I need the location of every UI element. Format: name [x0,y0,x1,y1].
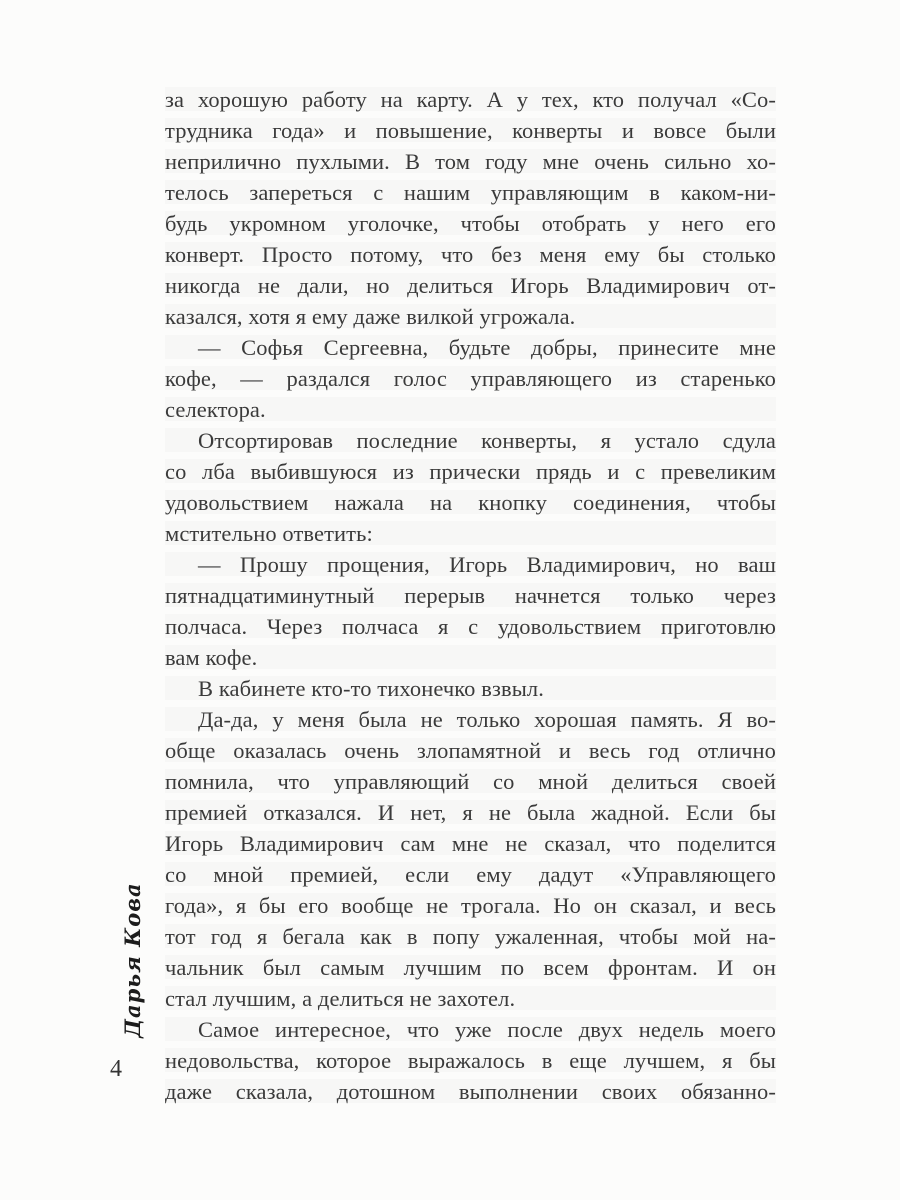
text-line: года», я бы его вообще не трогала. Но он сказал, и весь [165,890,776,921]
text-line: В кабинете кто-то тихонечко взвыл. [165,673,776,704]
text-line: будь укромном уголочке, чтобы отобрать у него его [165,208,776,239]
paragraph [165,1014,776,1107]
author-signature: Дарья Кова [120,882,145,1038]
paragraph [165,332,776,425]
paragraph [165,549,776,673]
text-line: помнила, что управляющий со мной делиться своей [165,766,776,797]
text-line: селектора. [165,394,776,425]
text-line: Да-да, у меня была не только хорошая память. Я во- [165,704,776,735]
text-line: мстительно ответить: [165,518,776,549]
text-line: никогда не дали, но делиться Игорь Владимирович от- [165,270,776,301]
text-line: тот год я бегала как в попу ужаленная, чтобы мой на- [165,921,776,952]
text-line: телось запереться с нашим управляющим в каком-ни- [165,177,776,208]
text-line: казался, хотя я ему даже вилкой угрожала. [165,301,776,332]
text-line: обще оказалась очень злопамятной и весь год отлично [165,735,776,766]
text-line: кофе, — раздался голос управляющего из старенько [165,363,776,394]
text-line: чальник был самым лучшим по всем фронтам. И он [165,952,776,983]
paragraph [165,84,776,332]
text-line: за хорошую работу на карту. А у тех, кто получал «Со- [165,84,776,115]
paragraph [165,673,776,704]
text-line: стал лучшим, а делиться не захотел. [165,983,776,1014]
text-line: Самое интересное, что уже после двух недель моего [165,1014,776,1045]
text-line: полчаса. Через полчаса я с удовольствием приготовлю [165,611,776,642]
page-text [165,84,776,1107]
paragraph [165,425,776,549]
paragraph [165,704,776,1014]
text-line: — Софья Сергеевна, будьте добры, принесите мне [165,332,776,363]
text-line: Игорь Владимирович сам мне не сказал, что поделится [165,828,776,859]
text-line: конверт. Просто потому, что без меня ему бы столько [165,239,776,270]
text-line: пятнадцатиминутный перерыв начнется только через [165,580,776,611]
text-line: даже сказала, дотошном выполнении своих обязанно- [165,1076,776,1107]
text-line: премией отказался. И нет, я не была жадной. Если бы [165,797,776,828]
page-number: 4 [110,1056,122,1082]
text-line: удовольствием нажала на кнопку соединения, чтобы [165,487,776,518]
text-line: — Прошу прощения, Игорь Владимирович, но ваш [165,549,776,580]
text-line: трудника года» и повышение, конверты и вовсе были [165,115,776,146]
text-line: недовольства, которое выражалось в еще лучшем, я бы [165,1045,776,1076]
text-line: вам кофе. [165,642,776,673]
text-line: Отсортировав последние конверты, я устало сдула [165,425,776,456]
text-line: со лба выбившуюся из прически прядь и с превеликим [165,456,776,487]
text-line: неприлично пухлыми. В том году мне очень сильно хо- [165,146,776,177]
text-line: со мной премией, если ему дадут «Управляющего [165,859,776,890]
